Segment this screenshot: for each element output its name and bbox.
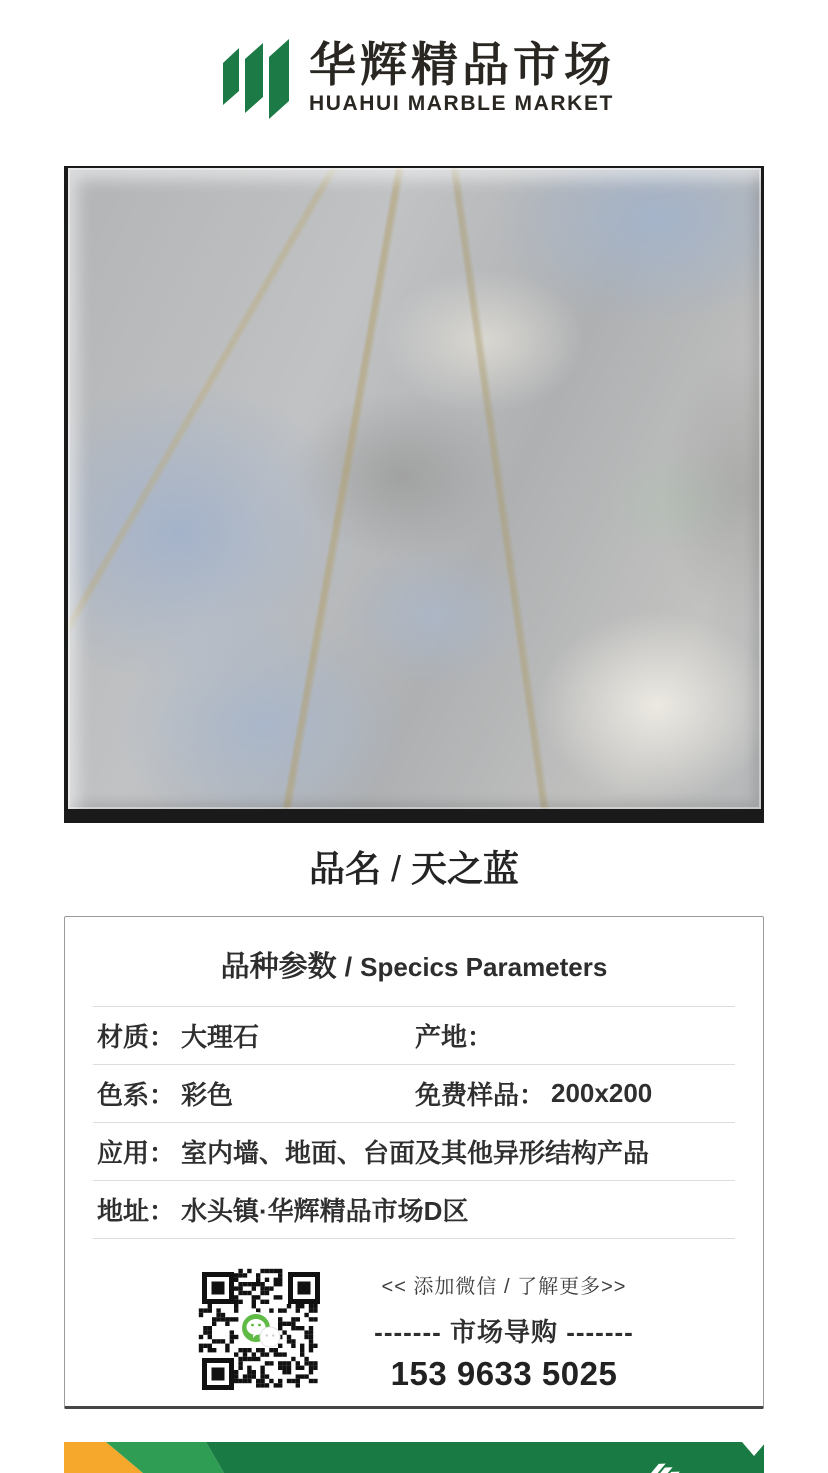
param-color-label: 色系：	[97, 1080, 176, 1110]
marble-texture	[68, 168, 761, 809]
param-material-value: 大理石	[181, 1022, 260, 1052]
brand-logo-icon	[213, 35, 293, 121]
param-origin-label: 产地：	[415, 1022, 494, 1052]
param-color-value: 彩色	[181, 1080, 234, 1110]
footer-darkgreen-shape	[206, 1442, 764, 1473]
qr-code	[194, 1264, 328, 1398]
param-application-value: 室内墙、地面、台面及其他异形结构产品	[181, 1138, 650, 1168]
marble-slab-photo	[64, 166, 764, 823]
param-address-label: 地址：	[97, 1196, 176, 1226]
contact-info	[374, 1270, 634, 1393]
parameters-title-separator: /	[344, 952, 353, 982]
market-guide-label: ------- 市场导购 -------	[374, 1316, 634, 1347]
param-material-label: 材质：	[97, 1022, 176, 1052]
param-color	[93, 1075, 415, 1112]
product-label: 品名	[308, 848, 381, 889]
param-origin	[415, 1017, 735, 1054]
brand-name-english: HUAHUI MARBLE MARKET	[309, 92, 614, 116]
wechat-icon	[237, 1311, 285, 1351]
footer-band	[64, 1442, 764, 1473]
param-sample	[415, 1075, 735, 1112]
phone-number: 153 9633 5025	[390, 1354, 618, 1392]
product-name: 天之蓝	[411, 848, 520, 889]
param-material	[93, 1017, 415, 1054]
param-sample-value: 200x200	[551, 1078, 653, 1108]
contact-section	[93, 1239, 735, 1398]
param-application	[93, 1133, 735, 1170]
param-sample-label: 免费样品：	[415, 1080, 546, 1110]
param-address	[93, 1191, 735, 1228]
param-application-label: 应用：	[97, 1138, 176, 1168]
parameters-card	[64, 916, 764, 1409]
parameters-title-chinese: 品种参数	[220, 951, 337, 983]
wechat-hint-text: << 添加微信 / 了解更多>>	[381, 1275, 627, 1298]
param-row-material-origin	[93, 1007, 735, 1064]
parameters-title-english: Specics Parameters	[360, 952, 608, 982]
brand-name-chinese: 华辉精品市场	[309, 37, 615, 91]
brand-text-block	[309, 37, 615, 116]
product-separator: /	[390, 848, 401, 889]
brand-header	[0, 0, 828, 122]
product-title	[0, 845, 828, 893]
param-row-address	[93, 1181, 735, 1238]
parameters-card-title	[93, 917, 735, 1006]
param-address-value: 水头镇·华辉精品市场D区	[181, 1196, 469, 1226]
param-row-application	[93, 1123, 735, 1180]
param-row-color-sample	[93, 1065, 735, 1122]
